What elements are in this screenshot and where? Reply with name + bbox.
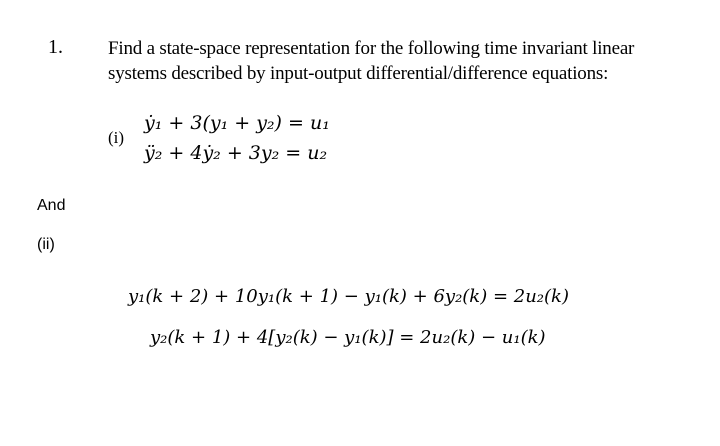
part-ii-equation-1: y₁(k + 2) + 10y₁(k + 1) − y₁(k) + 6y₂(k) = 2u₂(k) [128, 286, 569, 307]
part-i-equation-1: ẏ₁ + 3(y₁ + y₂) = u₁ [144, 112, 330, 134]
part-ii-equation-2: y₂(k + 1) + 4[y₂(k) − y₁(k)] = 2u₂(k) − u₁(k) [150, 327, 546, 348]
question-prompt-line-1: Find a state-space representation for the following time invariant linear [108, 38, 635, 59]
and-connector: And [37, 197, 66, 214]
question-number: 1. [48, 36, 63, 58]
part-i-equation-2: ÿ₂ + 4ẏ₂ + 3y₂ = u₂ [144, 142, 328, 164]
part-i-label: (i) [108, 128, 125, 147]
question-prompt-line-2: systems described by input-output differential/difference equations: [108, 63, 609, 84]
part-ii-label: (ii) [37, 236, 55, 253]
